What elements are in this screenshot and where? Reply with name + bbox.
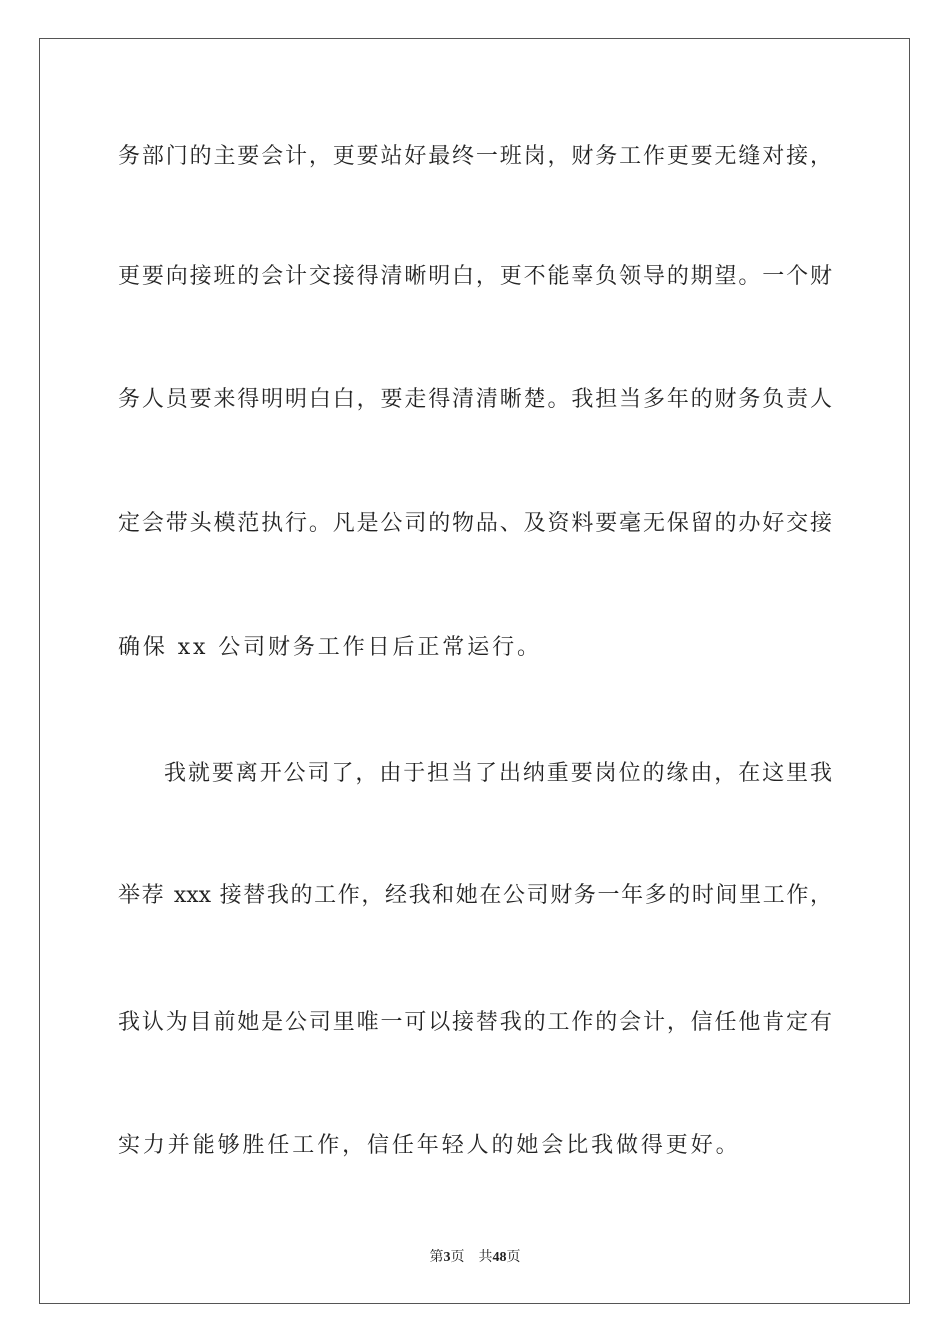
footer-total-prefix: 共 [478, 1250, 493, 1265]
footer-page-number: 3 [443, 1250, 451, 1265]
footer-page-prefix: 第 [429, 1250, 444, 1265]
page-border [39, 38, 910, 1304]
body-line-9: 实力并能够胜任工作，信任年轻人的她会比我做得更好。 [118, 1133, 741, 1158]
body-line-8: 我认为目前她是公司里唯一可以接替我的工作的会计，信任他肯定有 [118, 1010, 832, 1035]
body-line-1: 务部门的主要会计，更要站好最终一班岗，财务工作更要无缝对接， [118, 144, 832, 169]
body-line-2: 更要向接班的会计交接得清晰明白，更不能辜负领导的期望。一个财 [118, 264, 832, 289]
body-line-3: 务人员要来得明明白白，要走得清清晰楚。我担当多年的财务负责人 [118, 387, 832, 412]
footer-page-suffix: 页 [450, 1250, 465, 1265]
footer-total-suffix: 页 [506, 1250, 521, 1265]
page-footer [0, 1246, 950, 1266]
body-line-5: 确保 xx 公司财务工作日后正常运行。 [118, 635, 542, 660]
body-line-4: 定会带头模范执行。凡是公司的物品、及资料要毫无保留的办好交接 [118, 511, 832, 536]
footer-total-pages: 48 [492, 1250, 507, 1265]
paragraph-2-first-line: 我就要离开公司了，由于担当了出纳重要岗位的缘由，在这里我 [164, 761, 832, 786]
body-line-7: 举荐 xxx 接替我的工作，经我和她在公司财务一年多的时间里工作， [118, 883, 832, 908]
